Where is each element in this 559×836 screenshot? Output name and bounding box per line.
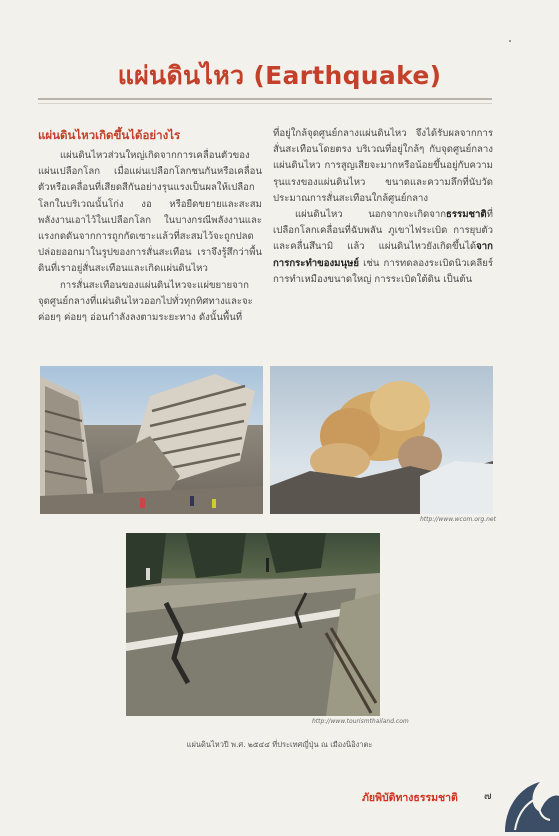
- page-title: แผ่นดินไหว (Earthquake): [117, 61, 442, 90]
- bold-nature: ธรรมชาติ: [446, 209, 487, 221]
- title-rule-secondary: [38, 103, 492, 104]
- photo-caption: แผ่นดินไหวปี พ.ศ. ๒๕๔๔ ที่ประเทศญี่ปุ่น ณ เมืองนิอิงาตะ: [186, 740, 373, 749]
- footer-title: ภัยพิบัติทางธรรมชาติ: [362, 792, 458, 804]
- photo-credit-2: http://www.tourismthailand.com: [312, 718, 409, 725]
- title-rule: [38, 98, 492, 100]
- wave-icon: [500, 752, 559, 832]
- photo-collapsed-buildings: [40, 366, 263, 514]
- paragraph-4-end: เช่น การทดลองระเบิดนิวเคลียร์ การทำเหมืองขนาดใหญ่ การระเบิดใต้ดิน เป็นต้น: [273, 257, 493, 285]
- right-column: [273, 126, 493, 288]
- paragraph-3: ที่อยู่ใกล้จุดศูนย์กลางแผ่นดินไหว จึงได้รับผลจากการสั่นสะเทือนโดยตรง บริเวณที่อยู่ใกล้ๆ กับจุดศูนย์กลางแผ่นดินไหว การสูญเสียจะมากหรือน้อยขึ้นอยู่กับความรุนแรงของแผ่นดินไหว ขนาดและความลึกที่นับวัดประมาณการสั่นสะเทือนใกล้ศูนย์กลาง: [273, 128, 493, 204]
- bold-human-action: จากการกระทำของมนุษย์: [273, 241, 493, 269]
- photo-cracked-road: [126, 533, 380, 716]
- left-column: [38, 126, 262, 326]
- paragraph-2: การสั่นสะเทือนของแผ่นดินไหวจะแผ่ขยายจากจุดศูนย์กลางที่แผ่นดินไหวออกไปทั่วทุกทิศทางและจะค่อยๆ ค่อยๆ อ่อนกำลังลงตามระยะทาง ดังนั้นพื้นที่: [38, 279, 253, 324]
- paragraph-4-start: แผ่นดินไหว นอกจากจะเกิดจาก: [295, 209, 447, 221]
- paragraph-4-mid: ที่เปลือกโลกเคลื่อนที่ฉับพลัน ภูเขาไฟระเบิด การยุบตัว และคลื่นสึนามิ แล้ว แผ่นดินไหวยังเกิดขึ้นได้: [273, 209, 493, 253]
- page-number: ๗: [484, 791, 492, 802]
- paragraph-1: แผ่นดินไหวส่วนใหญ่เกิดจากการเคลื่อนตัวของแผ่นเปลือกโลก เมื่อแผ่นเปลือกโลกชนกันหรือเคลื่อนตัวหรือเคลื่อนที่เสียดสีกันอย่างรุนแรงเป็นผลให้เปลือกโลกในบริเวณนั้นโก่ง งอ หรือยืดขยายและสะสมพลังงานเอาไว้ในเปลือกโลก ในบางกรณีพลังงานและแรงกดดันจากการถูกกัดเซาะแล้วที่สะสมไว้จะถูกปลดปล่อยออกมาในรูปของการสั่นสะเทือน เราจึงรู้สึกว่าพื้นดินที่เราอยู่สั่นสะเทือนและเกิดแผ่นดินไหว: [38, 150, 262, 275]
- paragraph-4: [273, 207, 493, 288]
- photo-volcanic-plume: [270, 366, 493, 514]
- page-mark: [509, 40, 511, 42]
- section-heading: แผ่นดินไหวเกิดขึ้นได้อย่างไร: [38, 128, 181, 142]
- photo-credit-1: http://www.wcom.org.net: [420, 516, 496, 523]
